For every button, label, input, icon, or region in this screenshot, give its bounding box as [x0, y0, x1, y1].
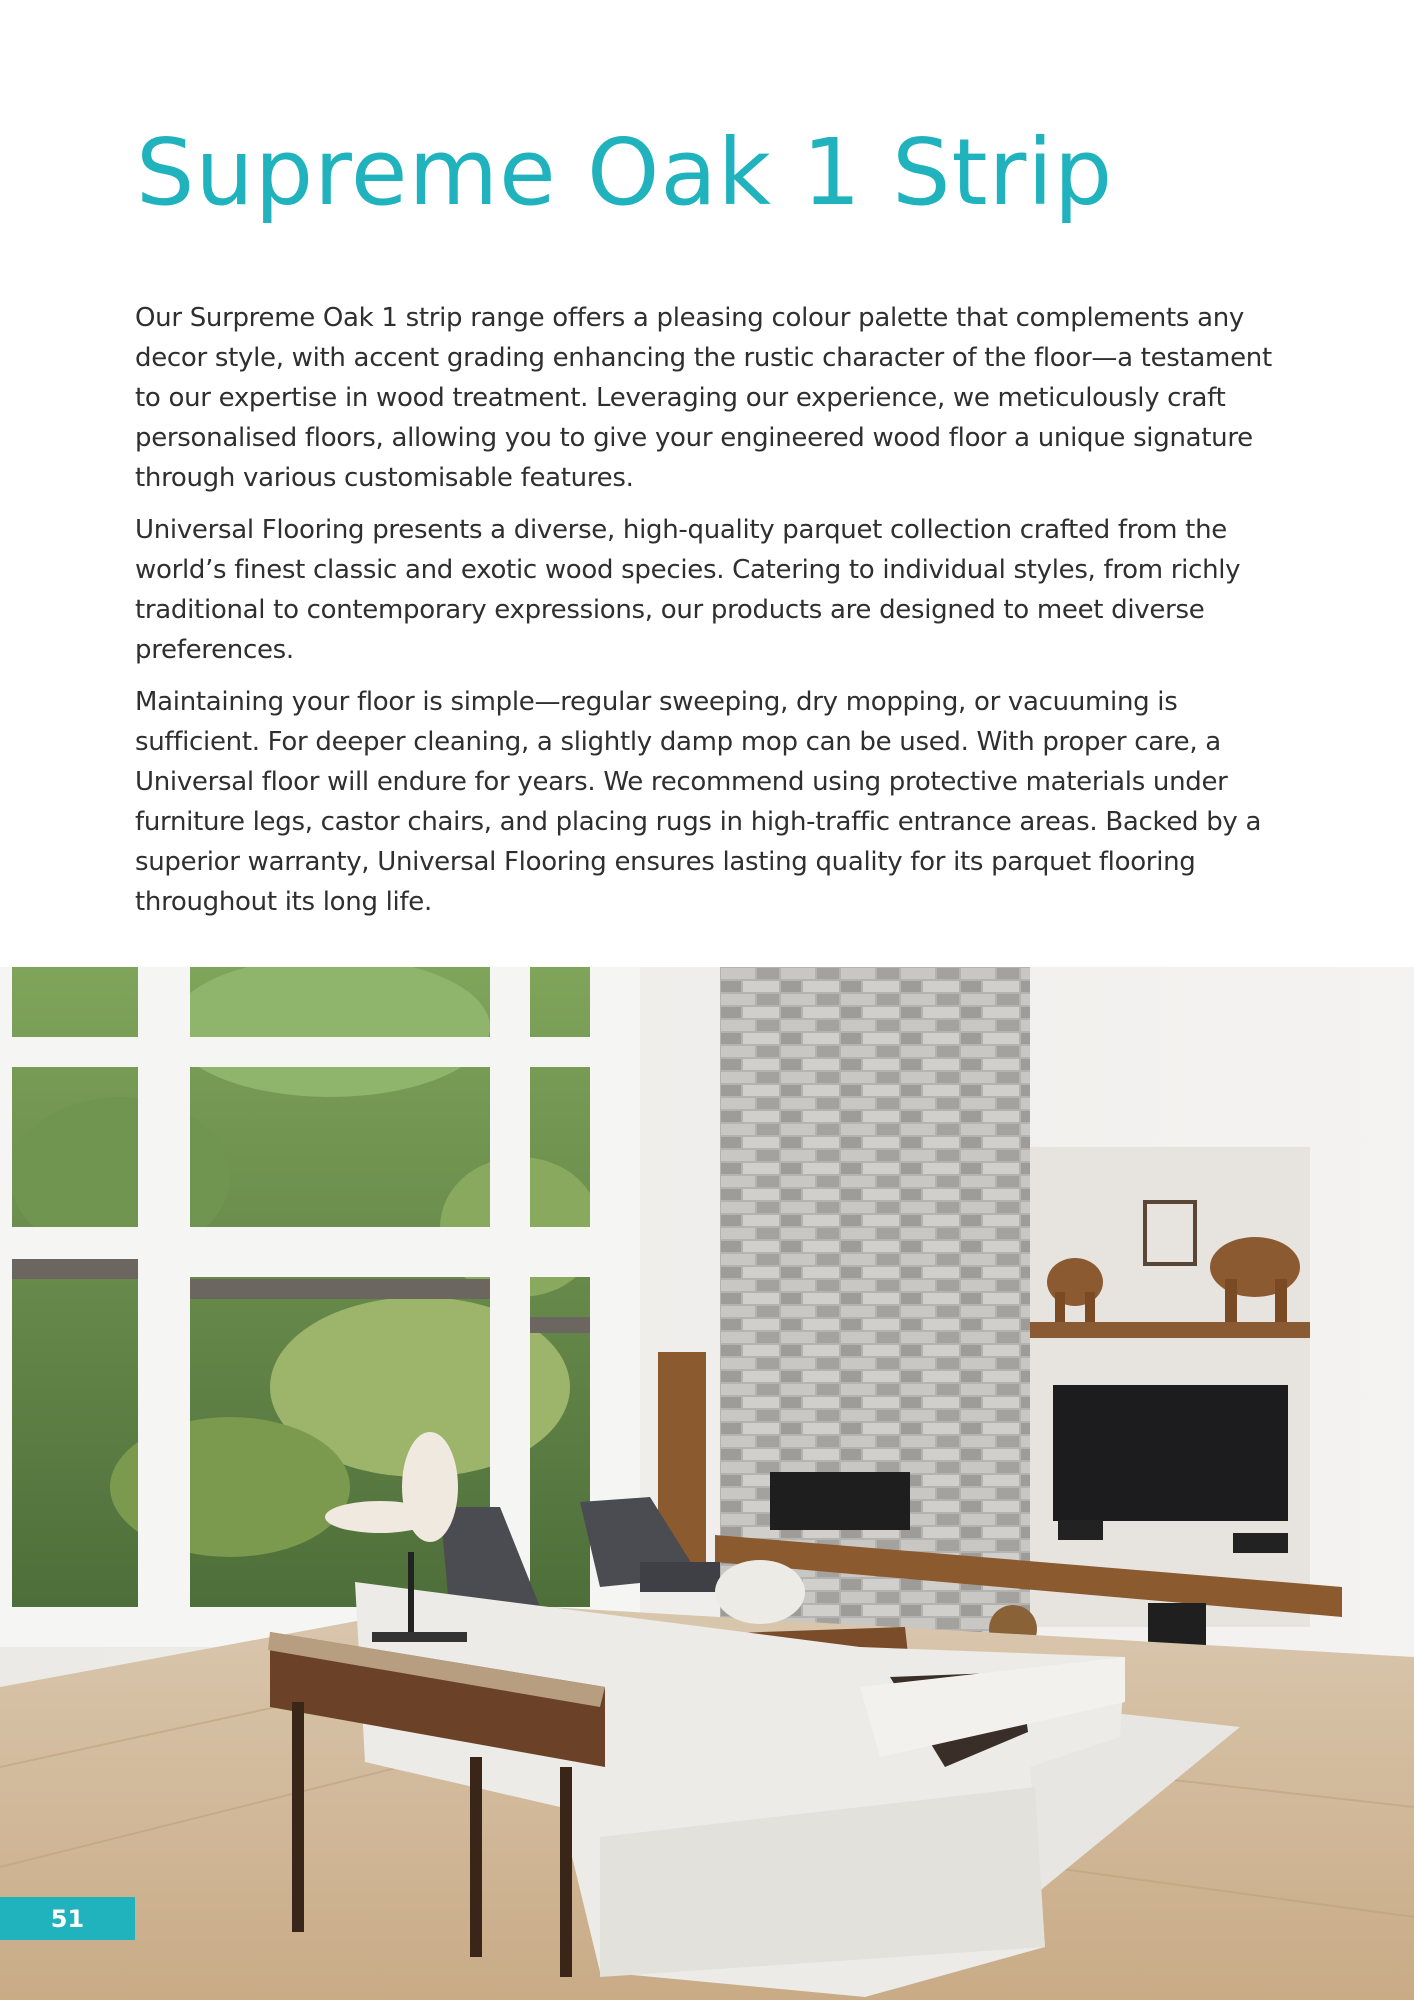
page-title: Supreme Oak 1 Strip — [136, 119, 1114, 226]
paragraph-collection: Universal Flooring presents a diverse, high-quality parquet collection crafted from the world’s finest classic and exotic wood species. Catering to individual styles, from richly traditional to contemporary expressions, our products are designed to meet diverse preferences. — [135, 515, 1241, 665]
page-number: 51 — [50, 1904, 85, 1933]
paragraph-maintenance: Maintaining your floor is simple—regular sweeping, dry mopping, or vacuuming is sufficient. For deeper cleaning, a slightly damp mop can be used. With proper care, a Universal floor will endure for years. We recommend using protective materials under furniture legs, castor chairs, and placing rugs in high-traffic entrance areas. Backed by a superior warranty, Universal Flooring ensures lasting quality for its parquet flooring throughout its long life. — [135, 687, 1262, 917]
body-text — [135, 298, 1285, 934]
living-room-photo — [0, 967, 1414, 2000]
paragraph-intro: Our Surpreme Oak 1 strip range offers a pleasing colour palette that complements any decor style, with accent grading enhancing the rustic character of the floor—a testament to our expertise in wood treatment. Leveraging our experience, we meticulously craft personalised floors, allowing you to give your engineered wood floor a unique signature through various customisable features. — [135, 303, 1272, 493]
page-number-badge — [0, 1897, 135, 1940]
